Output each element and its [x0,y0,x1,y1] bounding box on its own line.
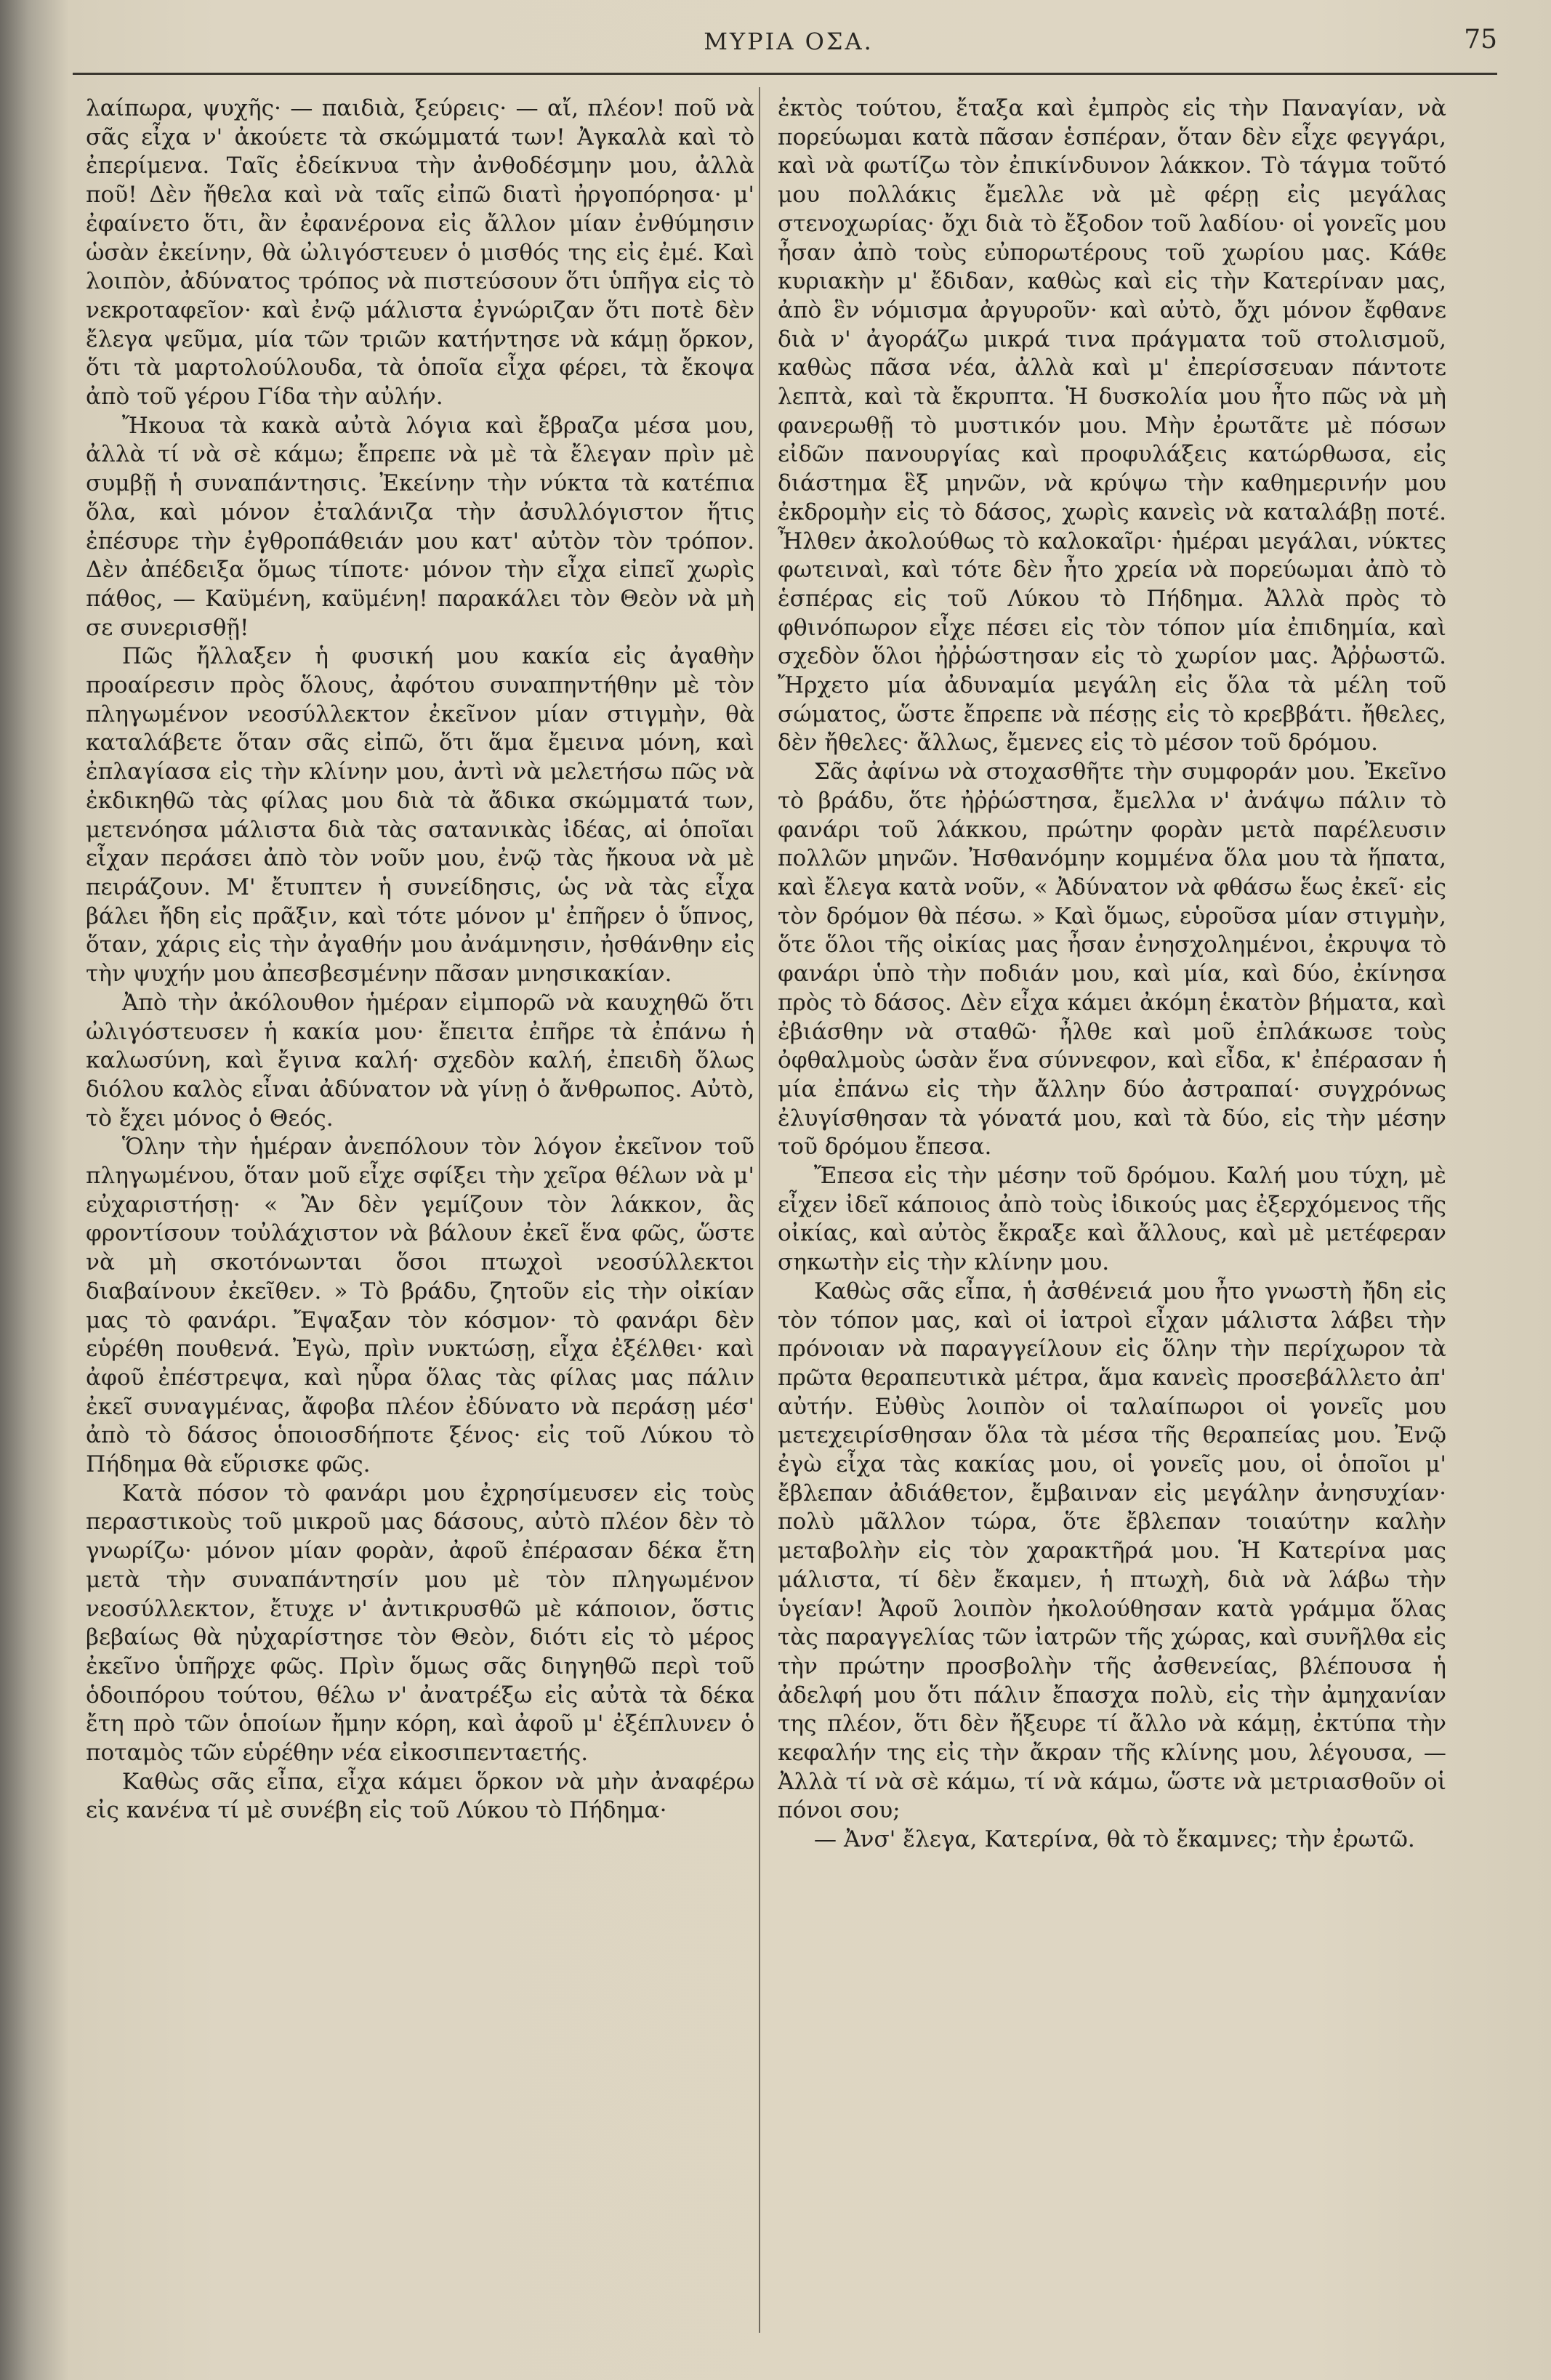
paragraph: — Ἀνσ' ἔλεγα, Κατερίνα, θὰ τὸ ἔκαμνες; τὴν ἐρωτῶ. [813,1826,1415,1853]
page-number: 75 [1464,25,1497,55]
paragraph: Ἀπὸ τὴν ἀκόλουθον ἡμέραν εἰμπορῶ νὰ καυχηθῶ ὅτι ὠλιγόστευσεν ἡ κακία μου· ἔπειτα ἐπῆρε τὰ ἐπάνω ἡ καλωσύνη, καὶ ἔγινα καλή· σχεδὸν καλή, ἐπειδὴ ὅλως διόλου καλὸς εἶναι ἀδύνατον νὰ γίνῃ ὁ ἄνθρωπος. Αὐτὸ, τὸ ἔχει μόνος ὁ Θεός. [86,989,754,1131]
paragraph: λαίπωρα, ψυχῆς· — παιδιὰ, ξεύρεις· — αἴ, πλέον! ποῦ νὰ σᾶς εἶχα ν' ἀκούετε τὰ σκώμματά των! Ἀγκαλὰ καὶ τὸ ἐπερίμενα. Ταῖς ἐδείκνυα τὴν ἀνθοδέσμην μου, ἀλλὰ ποῦ! Δὲν ἤθελα καὶ νὰ ταῖς εἰπῶ διατὶ ἠργοπόρησα· μ' ἐφαίνετο ὅτι, ἂν ἐφανέρονα εἰς ἄλλον μίαν ἐνθύμησιν ὡσὰν ἐκείνην, θὰ ὠλιγόστευεν ὁ μισθός της εἰς ἐμέ. Καὶ λοιπὸν, ἀδύνατος τρόπος νὰ πιστεύσουν ὅτι ὑπῆγα εἰς τὸ νεκροταφεῖον· καὶ ἐνῷ μάλιστα ἐγνώριζαν ὅτι ποτὲ δὲν ἔλεγα ψεῦμα, μία τῶν τριῶν κατήντησε νὰ κάμῃ ὅρκον, ὅτι τὰ μαρτολούλουδα, τὰ ὁποῖα εἶχα φέρει, τὰ ἔκοψα ἀπὸ τοῦ γέρου Γίδα τὴν αὐλήν. [86,95,754,411]
paragraph: Πῶς ἤλλαξεν ἡ φυσική μου κακία εἰς ἀγαθὴν προαίρεσιν πρὸς ὅλους, ἀφότου συναπηντήθην μὲ τὸν πληγωμένον νεοσύλλεκτον ἐκεῖνον μίαν στιγμὴν, θὰ καταλάβετε ὅταν σᾶς εἰπῶ, ὅτι ἅμα ἔμεινα μόνη, καὶ ἐπλαγίασα εἰς τὴν κλίνην μου, ἀντὶ νὰ μελετήσω πῶς νὰ ἐκδικηθῶ τὰς φίλας μου διὰ τὰ ἄδικα σκώμματά των, μετενόησα μάλιστα διὰ τὰς σατανικὰς ἰδέας, αἱ ὁποῖαι εἶχαν περάσει ἀπὸ τὸν νοῦν μου, ἐνῷ τὰς ἤκουα νὰ μὲ πειράζουν. Μ' ἔτυπτεν ἡ συνείδησις, ὡς νὰ τὰς εἶχα βάλει ἤδη εἰς πρᾶξιν, καὶ τότε μόνον μ' ἐπῆρεν ὁ ὕπνος, ὅταν, χάρις εἰς τὴν ἀγαθήν μου ἀνάμνησιν, ἠσθάνθην εἰς τὴν ψυχήν μου ἀπεσβεσμένην πᾶσαν μνησικακίαν. [86,643,754,988]
paragraph: Καθὼς σᾶς εἶπα, ἡ ἀσθένειά μου ἦτο γνωστὴ ἤδη εἰς τὸν τόπον μας, καὶ οἱ ἰατροὶ εἶχαν μάλιστα λάβει τὴν πρόνοιαν νὰ παραγγείλουν εἰς ὅλην τὴν περίχωρον τὰ πρῶτα θεραπευτικὰ μέτρα, ἅμα κανεὶς προσεβάλλετο ἀπ' αὐτήν. Εὐθὺς λοιπὸν οἱ ταλαίπωροι οἱ γονεῖς μου μετεχειρίσθησαν ὅλα τὰ μέσα τῆς θεραπείας μου. Ἐνῷ ἐγὼ εἶχα τὰς κακίας μου, οἱ γονεῖς μου, οἱ ὁποῖοι μ' ἔβλεπαν ἀδιάθετον, ἔμβαιναν εἰς μεγάλην ἀνησυχίαν· πολὺ μᾶλλον τώρα, ὅτε ἔβλεπαν τοιαύτην καλὴν μεταβολὴν εἰς τὸν χαρακτῆρά μου. Ἡ Κατερίνα μας μάλιστα, τί δὲν ἔκαμεν, ἡ πτωχὴ, διὰ νὰ λάβω τὴν ὑγείαν! Ἀφοῦ λοιπὸν ἠκολούθησαν κατὰ γράμμα ὅλας τὰς παραγγελίας τῶν ἰατρῶν τῆς χώρας, καὶ συνῆλθα εἰς τὴν πρώτην προσβολὴν τῆς ἀσθενείας, βλέπουσα ἡ ἀδελφή μου ὅτι πάλιν ἔπασχα πολὺ, εἰς τὴν ἀμηχανίαν της πλέον, ὅτι δὲν ἤξευρε τί ἄλλο νὰ κάμῃ, ἐκτύπα τὴν κεφαλήν της εἰς τὴν ἄκραν τῆς κλίνης μου, λέγουσα, — Ἀλλὰ τί νὰ σὲ κάμω, τί νὰ κάμω, ὥστε νὰ μετριασθοῦν οἱ πόνοι σου; [778,1278,1446,1824]
paragraph: Σᾶς ἀφίνω νὰ στοχασθῆτε τὴν συμφοράν μου. Ἐκεῖνο τὸ βράδυ, ὅτε ἠῤῥώστησα, ἔμελλα ν' ἀνάψω πάλιν τὸ φανάρι τοῦ λάκκου, πρώτην φορὰν μετὰ παρέλευσιν πολλῶν μηνῶν. Ἠσθανόμην κομμένα ὅλα μου τὰ ἥπατα, καὶ ἔλεγα κατὰ νοῦν, « Ἀδύνατον νὰ φθάσω ἕως ἐκεῖ· εἰς τὸν δρόμον θὰ πέσω. » Καὶ ὅμως, εὑροῦσα μίαν στιγμὴν, ὅτε ὅλοι τῆς οἰκίας μας ἦσαν ἐνησχολημένοι, ἐκρυψα τὸ φανάρι ὑπὸ τὴν ποδιάν μου, καὶ μία, καὶ δύο, ἐκίνησα πρὸς τὸ δάσος. Δὲν εἶχα κάμει ἀκόμη ἑκατὸν βήματα, καὶ ἐβιάσθην νὰ σταθῶ· ἦλθε καὶ μοῦ ἐπλάκωσε τοὺς ὀφθαλμοὺς ὡσὰν ἕνα σύννεφον, καὶ εἶδα, κ' ἐπέρασαν ἡ μία ἐπάνω εἰς τὴν ἄλλην δύο ἀστραπαί· συγχρόνως ἐλυγίσθησαν τὰ γόνατά μου, καὶ τὰ δύο, εἰς τὴν μέσην τοῦ δρόμου ἔπεσα. [778,759,1446,1161]
paragraph: ἐκτὸς τούτου, ἔταξα καὶ ἐμπρὸς εἰς τὴν Παναγίαν, νὰ πορεύωμαι κατὰ πᾶσαν ἑσπέραν, ὅταν δὲν εἶχε φεγγάρι, καὶ νὰ φωτίζω τὸν ἐπικίνδυνον λάκκον. Τὸ τάγμα τοῦτό μου πολλάκις ἔμελλε νὰ μὲ φέρῃ εἰς μεγάλας στενοχωρίας· ὄχι διὰ τὸ ἔξοδον τοῦ λαδίου· οἱ γονεῖς μου ἦσαν ἀπὸ τοὺς εὐπορωτέρους τοῦ χωρίου μας. Κάθε κυριακὴν μ' ἔδιδαν, καθὼς καὶ εἰς τὴν Κατερίναν μας, ἀπὸ ἓν νόμισμα ἀργυροῦν· καὶ αὐτὸ, ὄχι μόνον ἔφθανε διὰ ν' ἀγοράζω μικρά τινα πράγματα τοῦ στολισμοῦ, καθὼς πᾶσα νέα, ἀλλὰ καὶ μ' ἐπερίσσευαν πάντοτε λεπτὰ, καὶ τὰ ἔκρυπτα. Ἡ δυσκολία μου ἦτο πῶς νὰ μὴ φανερωθῇ τὸ μυστικόν μου. Μὴν ἐρωτᾶτε μὲ πόσων εἰδῶν πανουργίας καὶ προφυλάξεις κατώρθωσα, εἰς διάστημα ἓξ μηνῶν, νὰ κρύψω τὴν καθημερινήν μου ἐκδρομὴν εἰς τὸ δάσος, χωρὶς κανεὶς νὰ καταλάβῃ ποτέ. Ἦλθεν ἀκολούθως τὸ καλοκαῖρι· ἡμέραι μεγάλαι, νύκτες φωτειναὶ, καὶ τότε δὲν ἦτο χρεία νὰ πορεύωμαι ἀπὸ τὸ ἑσπέρας εἰς τοῦ Λύκου τὸ Πήδημα. Ἀλλὰ πρὸς τὸ φθινόπωρον εἶχε πέσει εἰς τὸν τόπον μία ἐπιδημία, καὶ σχεδὸν ὅλοι ἠῤῥώστησαν εἰς τὸ χωρίον μας. Ἀῤῥωστῶ. Ἤρχετο μία ἀδυναμία μεγάλη εἰς ὅλα τὰ μέλη τοῦ σώματος, ὥστε ἔπρεπε νὰ πέσῃς εἰς τὸ κρεββάτι. ἤθελες, δὲν ἤθελες· ἄλλως, ἔμενες εἰς τὸ μέσον τοῦ δρόμου. [778,95,1446,757]
paragraph: Ὅλην τὴν ἡμέραν ἀνεπόλουν τὸν λόγον ἐκεῖνον τοῦ πληγωμένου, ὅταν μοῦ εἶχε σφίξει τὴν χεῖρα θέλων νὰ μ' εὐχαριστήσῃ· « Ἂν δὲν γεμίζουν τὸν λάκκον, ἂς φροντίσουν τοὐλάχιστον νὰ βάλουν ἐκεῖ ἕνα φῶς, ὥστε νὰ μὴ σκοτόνωνται ὅσοι πτωχοὶ νεοσύλλεκτοι διαβαίνουν ἐκεῖθεν. » Τὸ βράδυ, ζητοῦν εἰς τὴν οἰκίαν μας τὸ φανάρι. Ἔψαξαν τὸν κόσμον· τὸ φανάρι δὲν εὑρέθη πουθενά. Ἐγὼ, πρὶν νυκτώσῃ, εἶχα ἐξέλθει· καὶ ἀφοῦ ἐπέστρεψα, καὶ ηὗρα ὅλας τὰς φίλας μας πάλιν ἐκεῖ συναγμένας, ἄφοβα πλέον ἐδύνατο νὰ περάσῃ μέσ' ἀπὸ τὸ δάσος ὁποιοσδήποτε ξένος· εἰς τοῦ Λύκου τὸ Πήδημα θὰ εὕρισκε φῶς. [86,1134,754,1478]
paragraph: Ἔπεσα εἰς τὴν μέσην τοῦ δρόμου. Καλή μου τύχη, μὲ εἶχεν ἰδεῖ κάποιος ἀπὸ τοὺς ἰδικούς μας ἐξερχόμενος τῆς οἰκίας, καὶ αὐτὸς ἔκραξε καὶ ἄλλους, καὶ μὲ μετέφεραν σηκωτὴν εἰς τὴν κλίνην μου. [778,1163,1446,1276]
paragraph: Καθὼς σᾶς εἶπα, εἶχα κάμει ὅρκον νὰ μὴν ἀναφέρω εἰς κανένα τί μὲ συνέβη εἰς τοῦ Λύκου τὸ Πήδημα· [86,1768,754,1824]
right-column [778,94,1446,2333]
header-rule [73,73,1497,75]
page-header [80,22,1497,73]
left-column [86,94,754,2333]
running-title: ΜΥΡΙΑ ΟΣΑ. [704,28,874,55]
column-divider [759,87,760,2333]
paragraph: Ἤκουα τὰ κακὰ αὐτὰ λόγια καὶ ἔβραζα μέσα μου, ἀλλὰ τί νὰ σὲ κάμω; ἔπρεπε νὰ μὲ τὰ ἔλεγαν πρὶν μὲ συμβῇ ἡ συναπάντησις. Ἐκείνην τὴν νύκτα τὰ κατέπια ὅλα, καὶ μόνον ἐταλάνιζα τὴν ἀσυλλόγιστον ἥτις ἐπέσυρε τὴν ἐγθροπάθειάν μου κατ' αὐτὸν τὸν τρόπον. Δὲν ἀπέδειξα ὅμως τίποτε· μόνον τὴν εἶχα εἰπεῖ χωρὶς πάθος, — Καϋμένη, καϋμένη! παρακάλει τὸν Θεὸν νὰ μὴ σε συνερισθῇ! [86,412,754,641]
paragraph: Κατὰ πόσον τὸ φανάρι μου ἐχρησίμευσεν εἰς τοὺς περαστικοὺς τοῦ μικροῦ μας δάσους, αὐτὸ πλέον δὲν τὸ γνωρίζω· μόνον μίαν φορὰν, ἀφοῦ ἐπέρασαν δέκα ἔτη μετὰ τὴν συναπάντησίν μου μὲ τὸν πληγωμένον νεοσύλλεκτον, ἔτυχε ν' ἀντικρυσθῶ μὲ κάποιον, ὅστις βεβαίως θὰ ηὐχαρίστησε τὸν Θεὸν, διότι εἰς τὸ μέρος ἐκεῖνο ὑπῆρχε φῶς. Πρὶν ὅμως σᾶς διηγηθῶ περὶ τοῦ ὁδοιπόρου τούτου, θέλω ν' ἀνατρέξω εἰς αὐτὰ τὰ δέκα ἔτη πρὸ τῶν ὁποίων ἤμην κόρη, καὶ ἀφοῦ μ' ἐξέπλυνεν ὁ ποταμὸς τῶν εὑρέθην νέα εἰκοσιπενταετής. [86,1480,754,1767]
